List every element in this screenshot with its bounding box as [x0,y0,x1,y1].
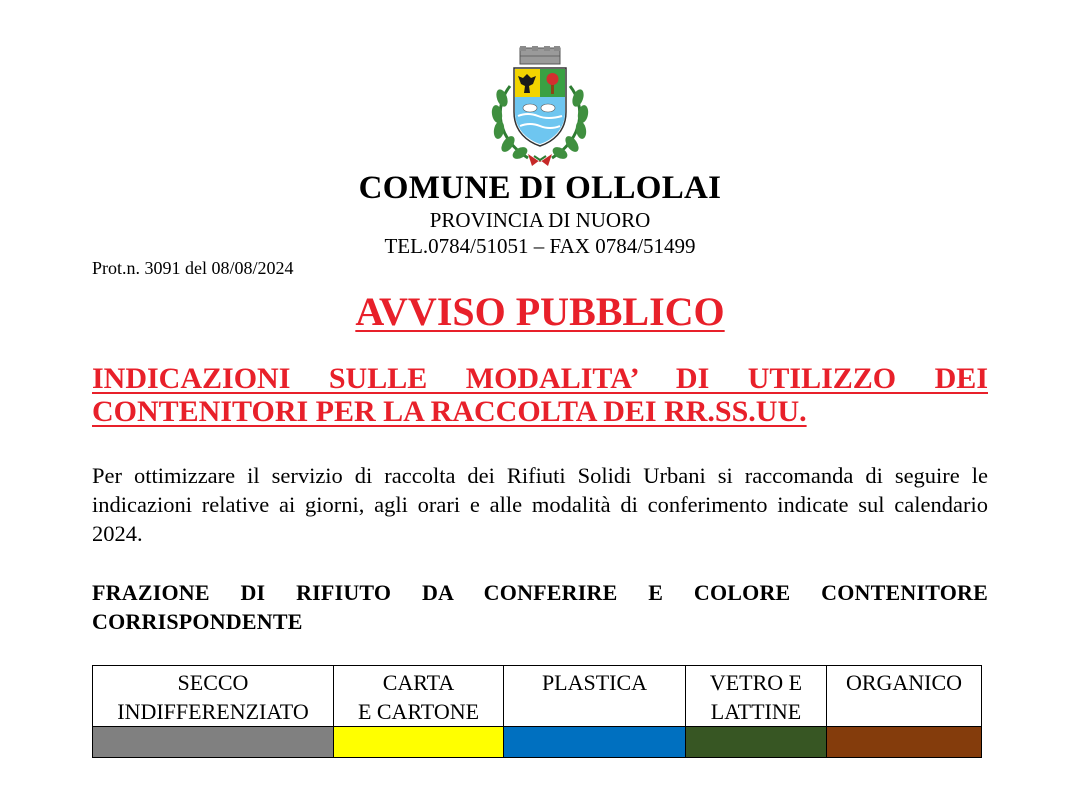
bin-colors-row [93,727,982,758]
notice-title [0,288,1080,335]
bin-label-line: CARTA [382,670,455,695]
bin-color-swatch [334,727,504,758]
protocol-number: Prot.n. 3091 del 08/08/2024 [92,258,294,278]
bin-label-line: ORGANICO [845,670,963,695]
section-heading: FRAZIONE DI RIFIUTO DA CONFERIRE E COLORE CONTENITORE CORRISPONDENTE [92,580,988,634]
bin-label-organico [827,666,982,727]
bin-label-vetro [686,666,827,727]
bin-labels-row [93,666,982,727]
bin-color-swatch [827,727,982,758]
subject-heading: INDICAZIONI SULLE MODALITA’ DI UTILIZZO DEI CONTENITORI PER LA RACCOLTA DEI RR.SS.UU. [92,362,988,428]
bin-label-line: LATTINE [710,699,802,724]
municipal-crest-logo [488,46,592,170]
bin-color-swatch [686,727,827,758]
notice-title-text: AVVISO PUBBLICO [355,289,725,334]
bin-label-plastica [504,666,686,727]
bin-label-line: SECCO [177,670,249,695]
contact-info: TEL.0784/51051 – FAX 0784/51499 [384,234,696,258]
bin-label-line: E CARTONE [357,699,480,724]
municipality-name: COMUNE DI OLLOLAI [358,170,722,206]
bin-label-line: INDIFFERENZIATO [117,699,309,724]
bin-color-swatch [504,727,686,758]
bin-color-table [92,665,982,758]
bin-label-line: PLASTICA [541,670,648,695]
bin-label-secco [93,666,334,727]
body-paragraph: Per ottimizzare il servizio di raccolta dei Rifiuti Solidi Urbani si raccomanda di seguire le indicazioni relative ai giorni, agli orari e alle modalità di conferimento indicate sul calendario 2024. [92,463,988,546]
province-name: PROVINCIA DI NUORO [429,208,651,232]
bin-label-line: VETRO E [709,670,803,695]
bin-color-swatch [93,727,334,758]
bin-label-carta [334,666,504,727]
